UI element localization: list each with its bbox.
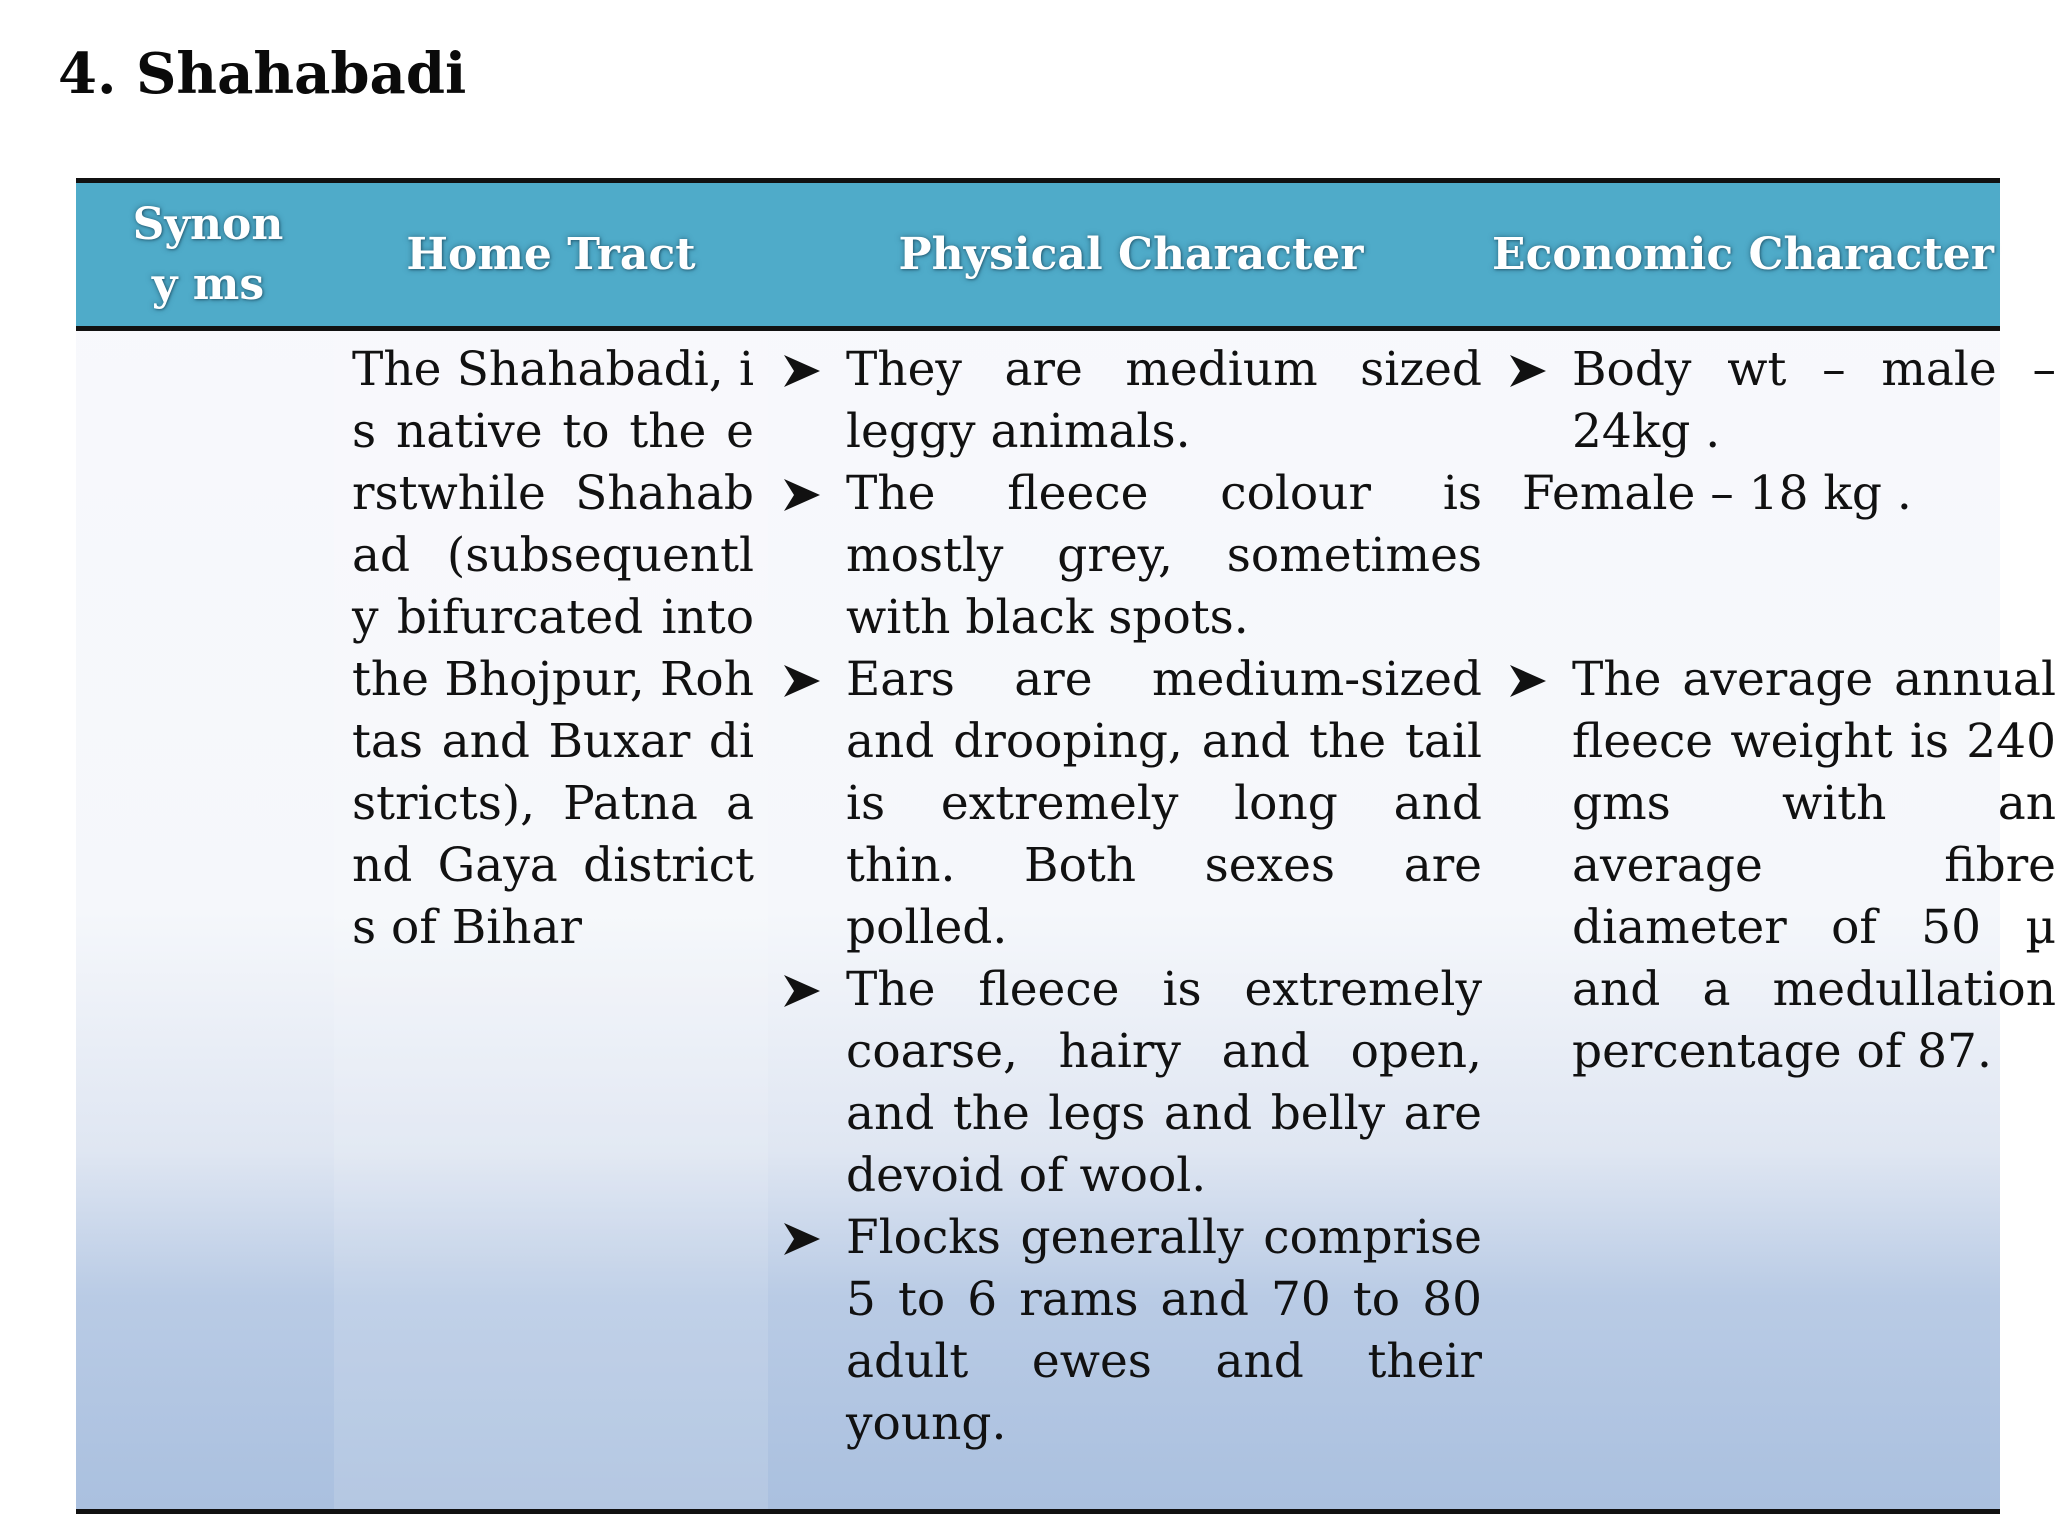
header-physical-character: Physical Character <box>898 228 1364 280</box>
physical-character-list <box>782 339 1482 1455</box>
header-synonyms <box>88 183 328 326</box>
physical-point <box>782 649 1482 959</box>
header-home-tract: Home Tract <box>406 228 696 280</box>
breed-table <box>76 178 2056 1514</box>
physical-point <box>782 959 1482 1207</box>
slide-title: 4. Shahabadi <box>58 41 467 107</box>
physical-point <box>782 339 1482 463</box>
arrowhead-bullet-icon <box>1508 353 1548 389</box>
economic-point-text: The average annual fleece weight is 240 gms with an average fibre diameter of 50 µ and a medullation percentage of 87. <box>1572 652 2056 1079</box>
header-synonyms-label: Synony ms <box>132 198 284 310</box>
arrowhead-bullet-icon <box>782 973 822 1009</box>
table-body-row <box>76 331 2056 1509</box>
home-tract-cell: The Shahabadi, is native to the erstwhile Shahabad (subsequently bifurcated into the Bhojpur, Rohtas and Buxar districts), Patna and Gaya districts of Bihar <box>352 342 754 955</box>
arrowhead-bullet-icon <box>1508 663 1548 699</box>
economic-female-weight: Female – 18 kg . <box>1522 466 1912 521</box>
arrowhead-bullet-icon <box>782 477 822 513</box>
physical-point-text: Ears are medium-sized and drooping, and the tail is extremely long and thin. Both sexes are polled. <box>846 652 1482 955</box>
physical-point-text: Flocks generally comprise 5 to 6 rams and 70 to 80 adult ewes and their young. <box>846 1210 1482 1451</box>
header-economic-character: Economic Character <box>1492 228 1994 280</box>
table-header-row <box>76 183 2000 331</box>
physical-point-text: They are medium sized leggy animals. <box>846 342 1482 459</box>
arrowhead-bullet-icon <box>782 353 822 389</box>
physical-point-text: The fleece is extremely coarse, hairy and open, and the legs and belly are devoid of wool. <box>846 962 1482 1203</box>
economic-character-list <box>1508 339 2056 1083</box>
physical-point <box>782 1207 1482 1455</box>
physical-point-text: The fleece colour is mostly grey, sometimes with black spots. <box>846 466 1482 645</box>
physical-point <box>782 463 1482 649</box>
arrowhead-bullet-icon <box>782 1221 822 1257</box>
economic-point <box>1508 339 2056 463</box>
economic-point <box>1508 649 2056 1083</box>
arrowhead-bullet-icon <box>782 663 822 699</box>
economic-point-text: Body wt – male – 24kg . <box>1572 342 2056 459</box>
